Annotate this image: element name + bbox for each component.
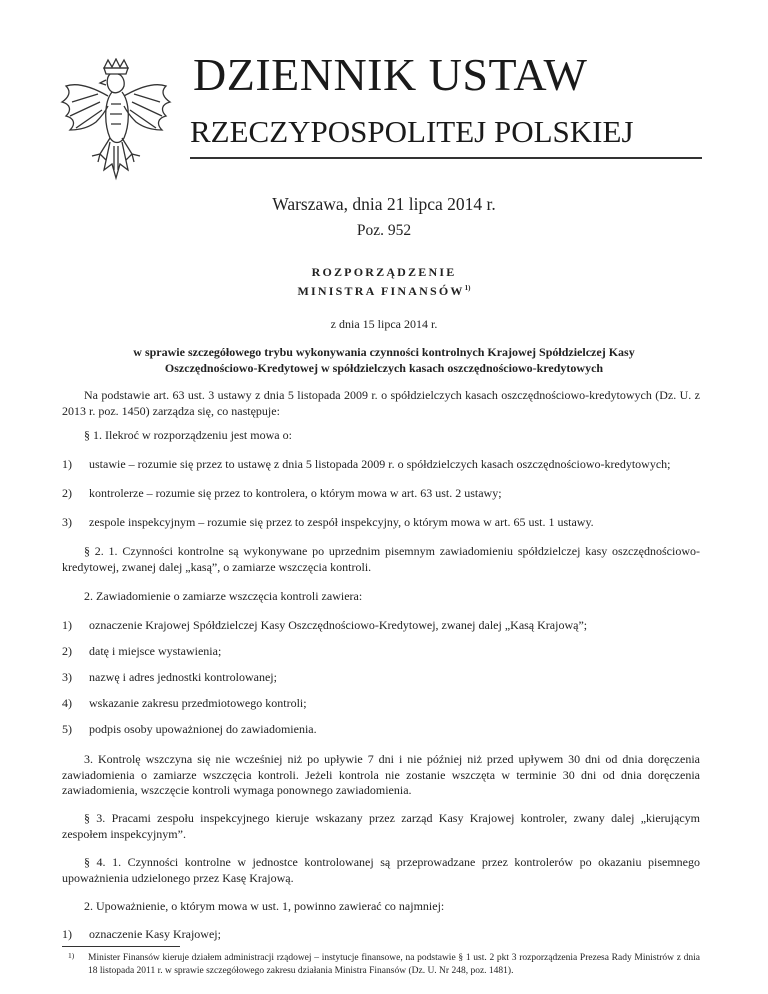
footnote-mark: 1) [68, 951, 75, 960]
position-number: Poz. 952 [356, 222, 412, 239]
item-text: oznaczenie Krajowej Spółdzielczej Kasy Oszczędnościowo-Kredytowej, zwanej dalej „Kasą Krajową”; [89, 618, 588, 632]
item-number: 4) [62, 696, 72, 710]
issuer-name: MINISTRA FINANSÓW [297, 284, 465, 298]
act-issuer [0, 284, 768, 299]
item-number: 1) [62, 927, 72, 941]
item-number: 3) [62, 515, 72, 529]
paragraph-4-1: § 4. 1. Czynności kontrolne w jednostce kontrolowanej są przeprowadzane przez kontrolerów po okazaniu pisemnego upoważnienia udzielonego przez Kasę Krajową. [62, 855, 700, 885]
journal-subtitle: RZECZYPOSPOLITEJ POLSKIEJ [190, 114, 634, 149]
paragraph-4-2-intro: 2. Upoważnienie, o którym mowa w ust. 1, powinno zawierać co najmniej: [84, 899, 445, 913]
item-number: 2) [62, 644, 72, 658]
item-number: 5) [62, 722, 72, 736]
item-text: podpis osoby upoważnionej do zawiadomienia. [89, 722, 317, 736]
item-text: oznaczenie Kasy Krajowej; [89, 927, 221, 941]
paragraph-2-3: 3. Kontrolę wszczyna się nie wcześniej niż po upływie 7 dni i nie później niż przed upływem 30 dni od dnia doręczenia zawiadomienia o zamiarze wszczęcia kontroli. Jeżeli kontrola nie zostanie wszczęta w terminie 30 dni od dnia doręczenia zawiadomienia, wszczęcie kontroli wymaga ponownego zawiadomienia. [62, 752, 700, 797]
act-type: ROZPORZĄDZENIE [311, 265, 457, 279]
item-number: 1) [62, 618, 72, 632]
act-date: z dnia 15 lipca 2014 r. [330, 317, 438, 331]
item-text: zespole inspekcyjnym – rozumie się przez to zespół inspekcyjny, o którym mowa w art. 65 ust. 1 ustawy. [89, 515, 594, 529]
act-subject: w sprawie szczegółowego trybu wykonywania czynności kontrolnych Krajowej Spółdzielczej Kasy Oszczędnościowo-Kredytowej w spółdzielczych kasach oszczędnościowo-kredytowych [133, 345, 635, 375]
paragraph-2-2-intro: 2. Zawiadomienie o zamiarze wszczęcia kontroli zawiera: [84, 589, 363, 603]
item-text: datę i miejsce wystawienia; [89, 644, 222, 658]
preamble: Na podstawie art. 63 ust. 3 ustawy z dnia 5 listopada 2009 r. o spółdzielczych kasach oszczędnościowo-kredytowych (Dz. U. z 2013 r. poz. 1450) zarządza się, co następuje: [62, 388, 700, 418]
publication-date: Warszawa, dnia 21 lipca 2014 r. [272, 194, 496, 214]
item-number: 3) [62, 670, 72, 684]
footnote-divider [62, 946, 180, 947]
item-text: wskazanie zakresu przedmiotowego kontroli; [89, 696, 307, 710]
footnote-reference: 1) [464, 284, 471, 292]
paragraph-2-1: § 2. 1. Czynności kontrolne są wykonywane po uprzednim pisemnym zawiadomieniu spółdzielczej kasy oszczędnościowo-kredytowej, zwanej dalej „kasą”, o zamiarze wszczęcia kontroli. [62, 544, 700, 574]
item-text: ustawie – rozumie się przez to ustawę z dnia 5 listopada 2009 r. o spółdzielczych kasach oszczędnościowo-kredytowych; [89, 457, 671, 471]
item-number: 2) [62, 486, 72, 500]
item-text: kontrolerze – rozumie się przez to kontrolera, o którym mowa w art. 63 ust. 2 ustawy; [89, 486, 502, 500]
journal-title: DZIENNIK USTAW [193, 49, 588, 100]
header-divider [190, 157, 702, 159]
paragraph-3: § 3. Pracami zespołu inspekcyjnego kieruje wskazany przez zarząd Kasy Krajowej kontroler, zwany dalej „kierującym zespołem inspekcyjnym”. [62, 811, 700, 841]
footnote-text: Minister Finansów kieruje działem administracji rządowej – instytucje finansowe, na podstawie § 1 ust. 2 pkt 3 rozporządzenia Prezesa Rady Ministrów z dnia 18 listopada 2011 r. w sprawie szczegółowego zakresu działania Ministra Finansów (Dz. U. Nr 248, poz. 1481). [88, 953, 700, 976]
item-text: nazwę i adres jednostki kontrolowanej; [89, 670, 277, 684]
white-eagle-emblem-icon [58, 58, 174, 183]
item-number: 1) [62, 457, 72, 471]
paragraph-1-intro: § 1. Ilekroć w rozporządzeniu jest mowa o: [84, 428, 292, 442]
